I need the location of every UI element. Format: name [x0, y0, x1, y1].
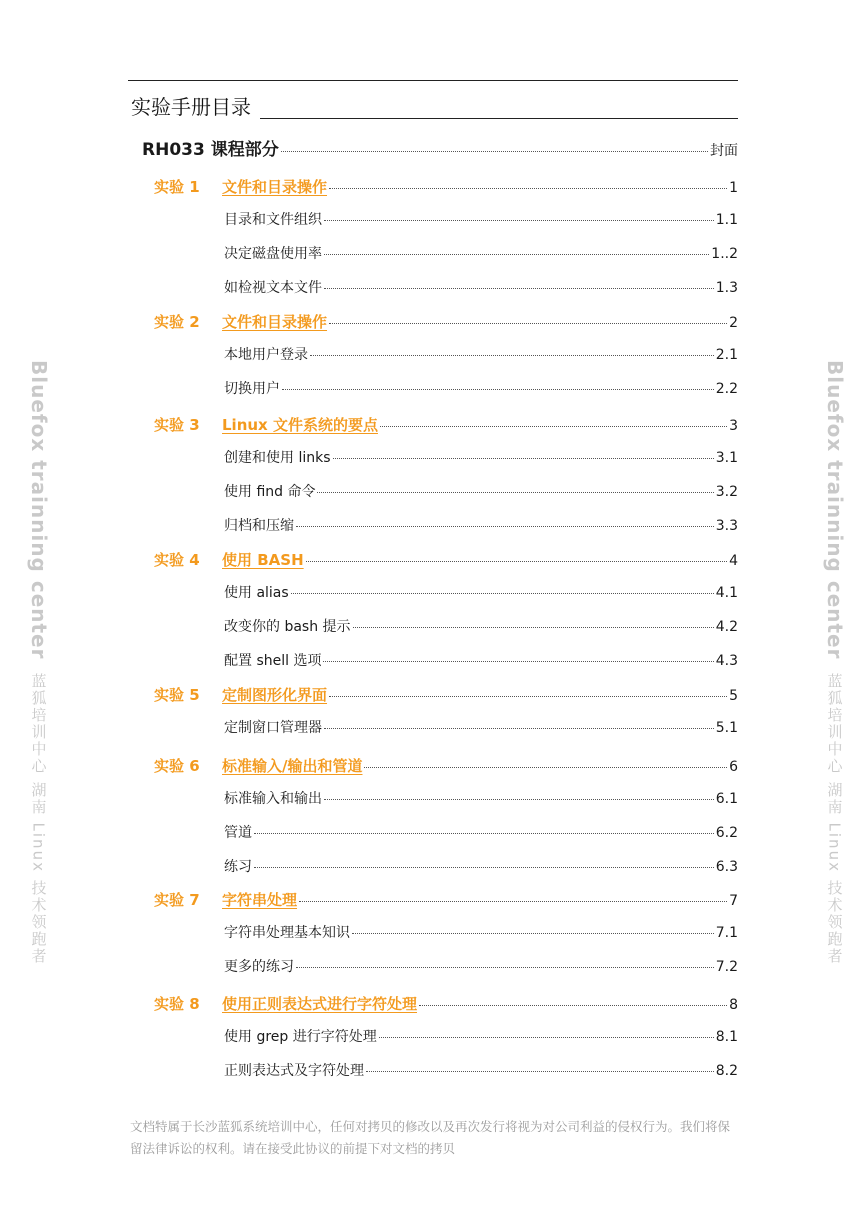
- toc-lab-row[interactable]: [154, 549, 738, 570]
- dot-leader: [299, 901, 727, 902]
- toc-item-row[interactable]: [224, 582, 738, 602]
- lab-number: 实验 2: [154, 313, 200, 331]
- item-page: 1.3: [715, 280, 738, 296]
- item-label: 字符串处理基本知识: [224, 925, 350, 941]
- dot-leader: [324, 288, 714, 289]
- dot-leader: [329, 188, 727, 189]
- lab-number: 实验 6: [154, 757, 200, 775]
- course-label: RH033 课程部分: [142, 140, 279, 160]
- lab-page: 6: [729, 759, 738, 775]
- dot-leader: [353, 627, 714, 628]
- toc-item-row[interactable]: [224, 650, 738, 670]
- toc-lab-row[interactable]: [154, 311, 738, 332]
- item-label: 本地用户登录: [224, 347, 308, 363]
- lab-title: 使用 BASH: [222, 551, 304, 569]
- item-label: 创建和使用 links: [224, 450, 331, 466]
- item-label: 标准输入和输出: [224, 791, 322, 807]
- dot-leader: [380, 426, 727, 427]
- item-page: 1..2: [711, 246, 738, 262]
- lab-title: 文件和目录操作: [222, 313, 328, 331]
- watermark-english: Bluefox trainning center: [27, 360, 51, 660]
- dot-leader: [324, 799, 714, 800]
- dot-leader: [317, 492, 713, 493]
- item-label: 切换用户: [224, 381, 280, 397]
- watermark-english: Bluefox trainning center: [823, 360, 847, 660]
- dot-leader: [364, 767, 727, 768]
- toc-item-row[interactable]: [224, 956, 738, 976]
- item-page: 5.1: [715, 720, 738, 736]
- lab-number: 实验 8: [154, 995, 200, 1013]
- lab-page: 8: [729, 997, 738, 1013]
- toc-lab-row[interactable]: [154, 993, 738, 1014]
- lab-title: 字符串处理: [222, 891, 298, 909]
- lab-page: 2: [729, 315, 738, 331]
- dot-leader: [296, 526, 714, 527]
- toc-item-row[interactable]: [224, 209, 738, 229]
- toc-course-row[interactable]: [142, 135, 738, 160]
- item-page: 4.3: [715, 653, 738, 669]
- dot-leader: [323, 661, 713, 662]
- lab-page: 1: [729, 180, 738, 196]
- toc-lab-row[interactable]: [154, 889, 738, 910]
- item-label: 使用 find 命令: [224, 484, 316, 500]
- copyright-footer: 文档特属于长沙蓝狐系统培训中心，任何对拷贝的修改以及再次发行将视为对公司利益的侵权行为。我们将保留法律诉讼的权利。请在接受此协议的前提下对文档的拷贝: [130, 1119, 731, 1156]
- item-page: 4.2: [715, 619, 738, 635]
- dot-leader: [324, 728, 714, 729]
- lab-title: 文件和目录操作: [222, 178, 328, 196]
- dot-leader: [254, 867, 714, 868]
- item-page: 8.1: [715, 1029, 738, 1045]
- item-page: 6.1: [715, 791, 738, 807]
- toc-item-row[interactable]: [224, 447, 738, 467]
- item-label: 练习: [224, 859, 252, 875]
- item-label: 改变你的 bash 提示: [224, 619, 351, 635]
- lab-number: 实验 3: [154, 416, 200, 434]
- toc-item-row[interactable]: [224, 481, 738, 501]
- lab-number: 实验 4: [154, 551, 200, 569]
- toc-item-row[interactable]: [224, 856, 738, 876]
- toc-item-row[interactable]: [224, 922, 738, 942]
- lab-title: Linux 文件系统的要点: [222, 416, 378, 434]
- item-page: 7.1: [715, 925, 738, 941]
- dot-leader: [352, 933, 714, 934]
- item-page: 3.1: [715, 450, 738, 466]
- item-label: 归档和压缩: [224, 518, 294, 534]
- item-label: 正则表达式及字符处理: [224, 1063, 364, 1079]
- item-page: 8.2: [715, 1063, 738, 1079]
- toc-item-row[interactable]: [224, 378, 738, 398]
- watermark-chinese: 蓝狐培训中心 湖南 Linux 技术领跑者: [825, 673, 844, 966]
- item-label: 配置 shell 选项: [224, 653, 322, 669]
- item-page: 2.2: [715, 381, 738, 397]
- toc-item-row[interactable]: [224, 717, 738, 737]
- dot-leader: [379, 1037, 714, 1038]
- dot-leader: [306, 561, 727, 562]
- dot-leader: [310, 355, 714, 356]
- toc-item-row[interactable]: [224, 277, 738, 297]
- lab-page: 3: [729, 418, 738, 434]
- dot-leader: [329, 696, 727, 697]
- lab-number: 实验 5: [154, 686, 200, 704]
- item-page: 2.1: [715, 347, 738, 363]
- item-label: 更多的练习: [224, 959, 294, 975]
- lab-page: 5: [729, 688, 738, 704]
- item-label: 如检视文本文件: [224, 280, 322, 296]
- item-label: 使用 grep 进行字符处理: [224, 1029, 377, 1045]
- course-page: 封面: [710, 143, 738, 159]
- watermark-chinese: 蓝狐培训中心 湖南 Linux 技术领跑者: [29, 673, 48, 966]
- lab-page: 7: [729, 893, 738, 909]
- dot-leader: [329, 323, 727, 324]
- lab-number: 实验 1: [154, 178, 200, 196]
- dot-leader: [281, 151, 708, 152]
- lab-title: 使用正则表达式进行字符处理: [222, 995, 418, 1013]
- lab-title: 定制图形化界面: [222, 686, 328, 704]
- item-page: 3.2: [715, 484, 738, 500]
- item-label: 定制窗口管理器: [224, 720, 322, 736]
- watermark-right: [820, 360, 850, 965]
- toc-item-row[interactable]: [224, 788, 738, 808]
- toc-item-row[interactable]: [224, 344, 738, 364]
- item-page: 4.1: [715, 585, 738, 601]
- toc-item-row[interactable]: [224, 515, 738, 535]
- toc-lab-row[interactable]: [154, 755, 738, 776]
- dot-leader: [296, 967, 714, 968]
- toc-item-row[interactable]: [224, 243, 738, 263]
- item-label: 使用 alias: [224, 585, 289, 601]
- dot-leader: [282, 389, 714, 390]
- dot-leader: [419, 1005, 727, 1006]
- toc-lab-row[interactable]: [154, 414, 738, 435]
- item-page: 7.2: [715, 959, 738, 975]
- toc-item-row[interactable]: [224, 616, 738, 636]
- watermark-left: [24, 360, 54, 965]
- page-title: 实验手册目录: [131, 95, 251, 119]
- toc-lab-row[interactable]: [154, 176, 738, 197]
- dot-leader: [324, 254, 709, 255]
- dot-leader: [366, 1071, 714, 1072]
- header-rule: [128, 80, 738, 81]
- item-label: 管道: [224, 825, 252, 841]
- item-page: 6.2: [715, 825, 738, 841]
- toc-item-row[interactable]: [224, 1060, 738, 1080]
- toc-item-row[interactable]: [224, 1026, 738, 1046]
- item-page: 1.1: [715, 212, 738, 228]
- item-page: 6.3: [715, 859, 738, 875]
- lab-title: 标准输入/输出和管道: [222, 757, 363, 775]
- title-underline: [260, 118, 738, 119]
- lab-page: 4: [729, 553, 738, 569]
- dot-leader: [254, 833, 714, 834]
- dot-leader: [324, 220, 714, 221]
- item-label: 目录和文件组织: [224, 212, 322, 228]
- item-label: 决定磁盘使用率: [224, 246, 322, 262]
- toc-lab-row[interactable]: [154, 684, 738, 705]
- item-page: 3.3: [715, 518, 738, 534]
- dot-leader: [333, 458, 714, 459]
- toc-item-row[interactable]: [224, 822, 738, 842]
- dot-leader: [291, 593, 714, 594]
- lab-number: 实验 7: [154, 891, 200, 909]
